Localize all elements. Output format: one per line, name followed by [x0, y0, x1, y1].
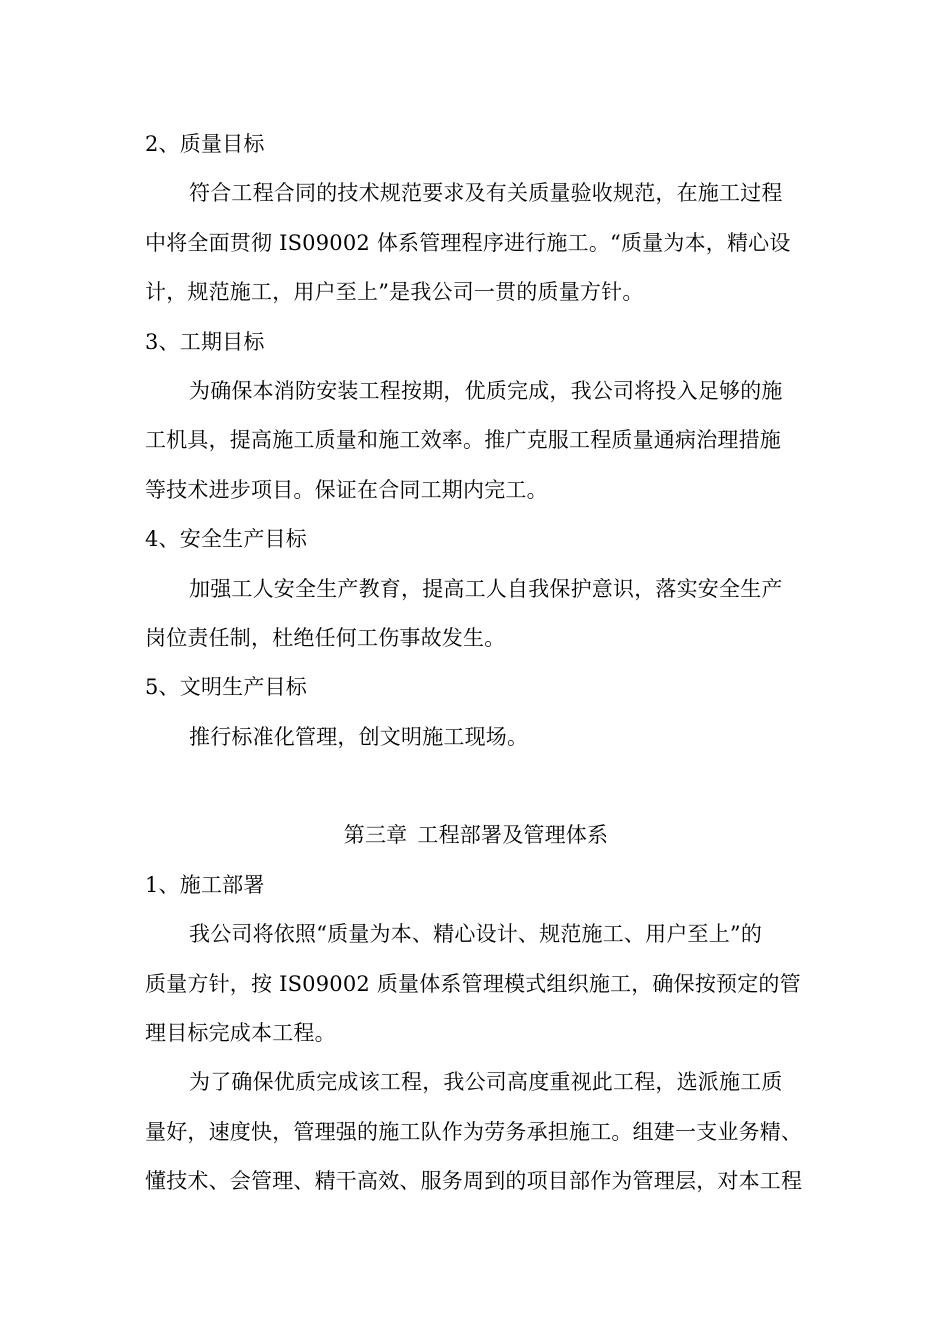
- paragraph-line: 等技术进步项目。保证在合同工期内完工。: [145, 477, 548, 502]
- paragraph-line: 质量方针，按 IS09002 质量体系管理模式组织施工，确保按预定的管: [145, 971, 801, 996]
- paragraph-line: 我公司将依照“质量为本、精心设计、规范施工、用户至上”的: [189, 922, 763, 947]
- section-heading-civilized: 5、文明生产目标: [145, 675, 307, 700]
- paragraph-line: 为了确保优质完成该工程，我公司高度重视此工程，选派施工质: [189, 1070, 783, 1095]
- paragraph-line: 加强工人安全生产教育，提高工人自我保护意识，落实安全生产: [189, 576, 783, 601]
- paragraph-line: 岗位责任制，杜绝任何工伤事故发生。: [145, 625, 506, 650]
- paragraph-line: 工机具，提高施工质量和施工效率。推广克服工程质量通病治理措施: [145, 428, 781, 453]
- paragraph-line: 符合工程合同的技术规范要求及有关质量验收规范，在施工过程: [189, 181, 783, 206]
- section-heading-safety: 4、安全生产目标: [145, 527, 307, 552]
- section-heading-deployment: 1、施工部署: [145, 872, 265, 897]
- paragraph-line: 懂技术、会管理、精干高效、服务周到的项目部作为管理层，对本工程: [145, 1169, 803, 1194]
- paragraph-line: 推行标准化管理，创文明施工现场。: [189, 724, 529, 749]
- paragraph-line: 计，规范施工，用户至上”是我公司一贯的质量方针。: [145, 280, 644, 305]
- section-heading-schedule: 3、工期目标: [145, 329, 265, 354]
- paragraph-line: 为确保本消防安装工程按期，优质完成，我公司将投入足够的施: [189, 378, 783, 403]
- chapter-name: 工程部署及管理体系: [417, 823, 609, 848]
- document-body: [145, 120, 807, 1207]
- paragraph-line: 量好，速度快，管理强的施工队作为劳务承担施工。组建一支业务精、: [145, 1119, 803, 1144]
- paragraph-line: 理目标完成本工程。: [145, 1021, 336, 1046]
- chapter-label: 第三章: [343, 823, 408, 848]
- blank-line: [145, 762, 807, 811]
- section-heading-quality: 2、质量目标: [145, 132, 265, 156]
- paragraph-line: 中将全面贯彻 IS09002 体系管理程序进行施工。“质量为本，精心设: [145, 230, 791, 255]
- chapter-title: [145, 811, 807, 860]
